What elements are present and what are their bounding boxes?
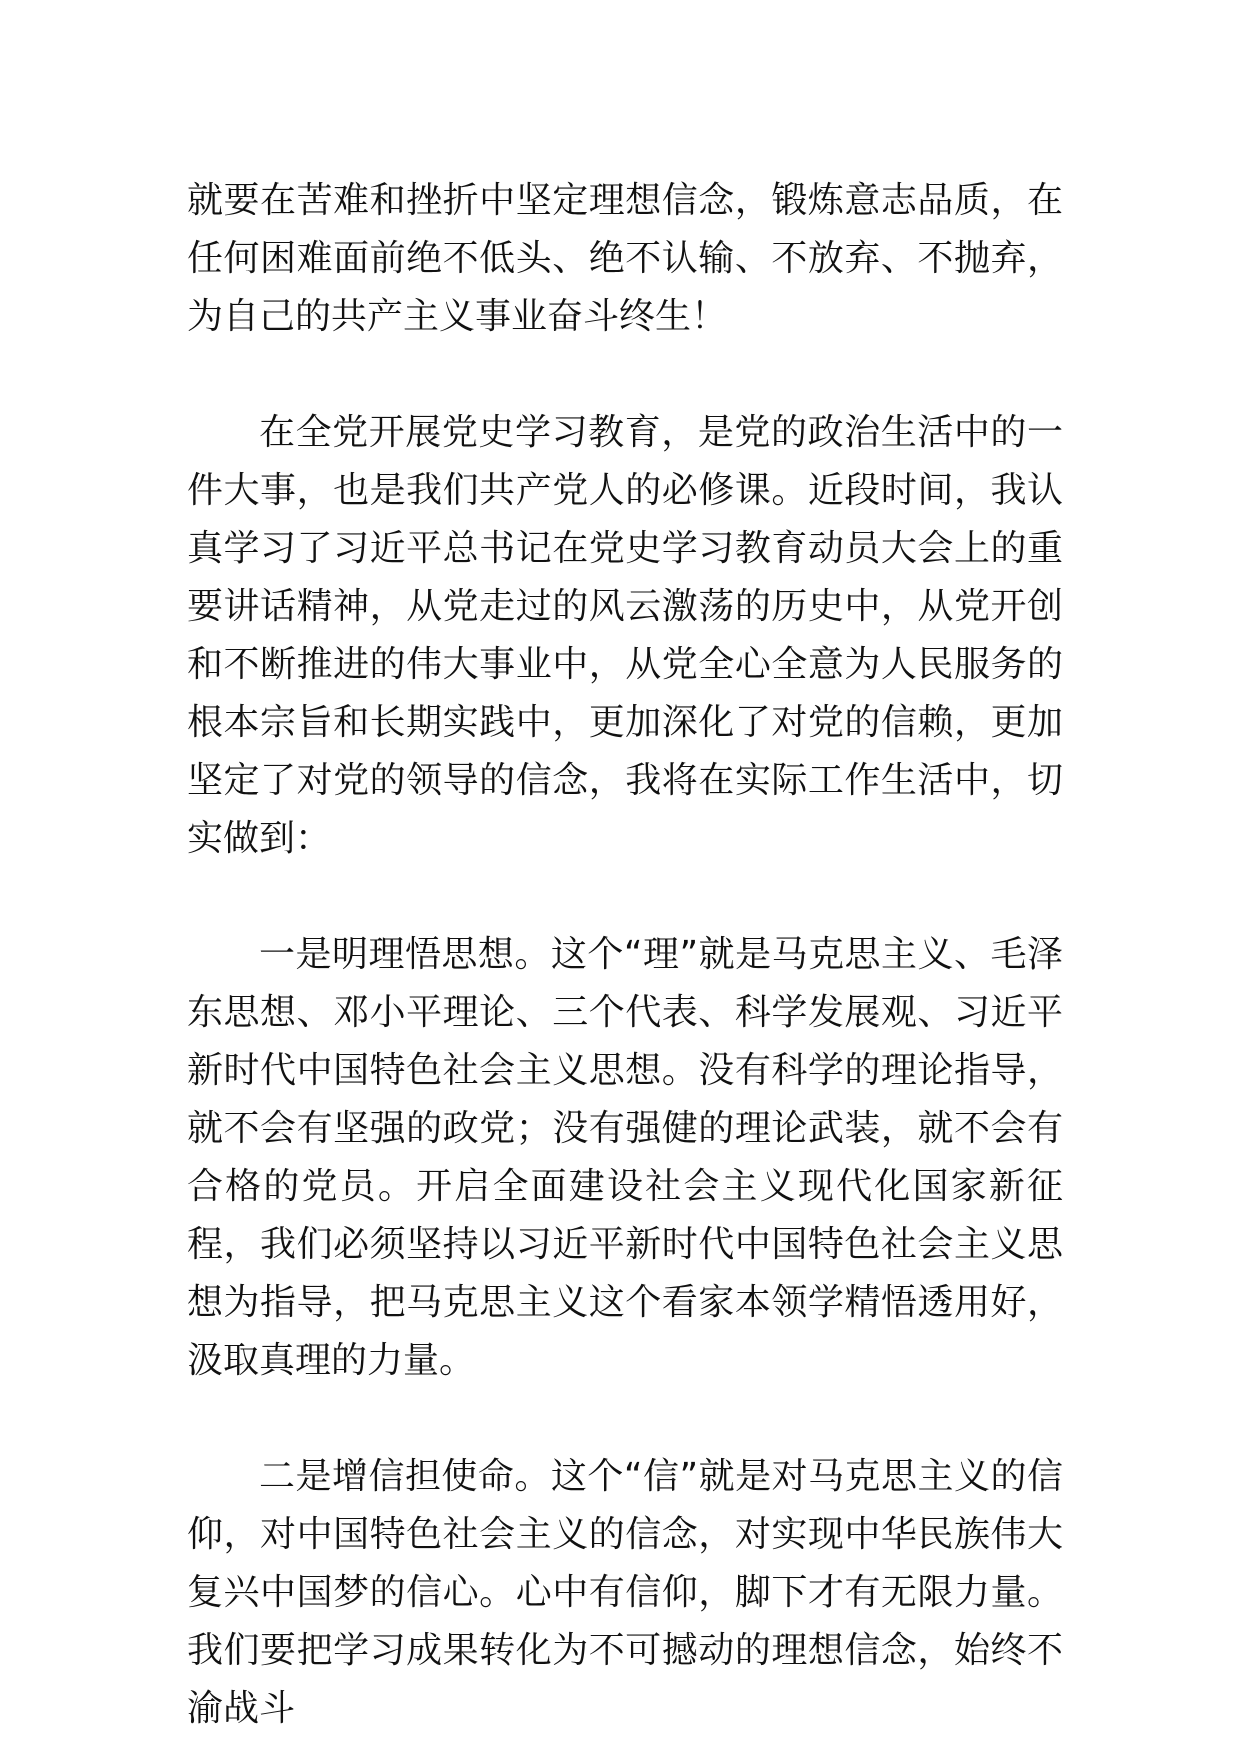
paragraph-gap	[187, 868, 1063, 926]
document-body	[187, 172, 1063, 1738]
paragraph-gap	[187, 1390, 1063, 1448]
paragraph-intro: 在全党开展党史学习教育，是党的政治生活中的一件大事，也是我们共产党人的必修课。近段时间，我认真学习了习近平总书记在党史学习教育动员大会上的重要讲话精神，从党走过的风云激荡的历史中，从党开创和不断推进的伟大事业中，从党全心全意为人民服务的根本宗旨和长期实践中，更加深化了对党的信赖，更加坚定了对党的领导的信念，我将在实际工作生活中，切实做到：	[187, 412, 1063, 859]
paragraph-point-one: 一是明理悟思想。这个“理”就是马克思主义、毛泽东思想、邓小平理论、三个代表、科学发展观、习近平新时代中国特色社会主义思想。没有科学的理论指导，就不会有坚强的政党；没有强健的理论武装，就不会有合格的党员。开启全面建设社会主义现代化国家新征程，我们必须坚持以习近平新时代中国特色社会主义思想为指导，把马克思主义这个看家本领学精悟透用好，汲取真理的力量。	[187, 934, 1063, 1381]
paragraph-point-two: 二是增信担使命。这个“信”就是对马克思主义的信仰，对中国特色社会主义的信念，对实现中华民族伟大复兴中国梦的信心。心中有信仰，脚下才有无限力量。我们要把学习成果转化为不可撼动的理想信念，始终不渝战斗	[187, 1456, 1063, 1729]
paragraph-continuation: 就要在苦难和挫折中坚定理想信念，锻炼意志品质，在任何困难面前绝不低头、绝不认输、不放弃、不抛弃，为自己的共产主义事业奋斗终生！	[187, 180, 1063, 337]
paragraph-gap	[187, 346, 1063, 404]
